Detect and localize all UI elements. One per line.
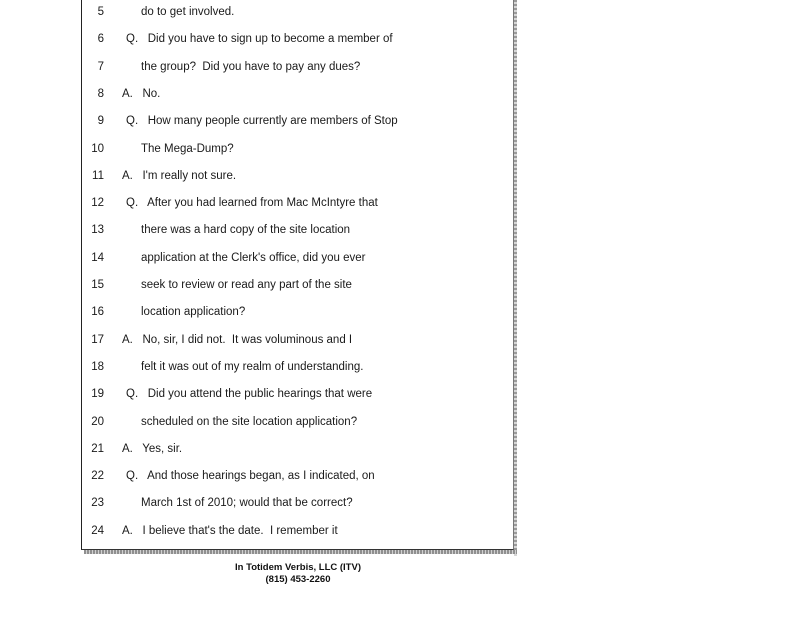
line-number: 8 <box>97 87 104 100</box>
line-number: 6 <box>97 33 104 46</box>
line-text: A. No, sir, I did not. It was voluminous and I <box>122 333 353 346</box>
line-text: March 1st of 2010; would that be correct? <box>141 497 353 510</box>
line-text: A. Yes, sir. <box>122 442 183 455</box>
page-shadow-bottom <box>84 550 517 554</box>
transcript-line <box>0 386 800 402</box>
line-number: 16 <box>91 306 104 319</box>
line-text: seek to review or read any part of the site <box>141 279 352 291</box>
line-number: 7 <box>97 60 104 73</box>
line-number: 15 <box>91 279 104 291</box>
line-number: 22 <box>91 470 104 483</box>
line-number: 13 <box>91 224 104 237</box>
line-text: Q. Did you attend the public hearings that were <box>126 388 373 401</box>
line-text: there was a hard copy of the site location <box>141 224 351 237</box>
transcript-line <box>0 4 800 20</box>
line-number: 9 <box>97 115 104 128</box>
line-number: 5 <box>97 6 104 18</box>
transcript-line <box>0 250 800 266</box>
line-text: the group? Did you have to pay any dues? <box>141 60 361 73</box>
line-text: do to get involved. <box>141 6 235 18</box>
transcript-line <box>0 468 800 484</box>
line-number: 18 <box>91 360 104 373</box>
line-text: A. I'm really not sure. <box>122 169 237 182</box>
transcript-line <box>0 495 800 511</box>
line-number: 19 <box>91 388 104 401</box>
line-text: Q. How many people currently are members of Stop <box>126 115 398 128</box>
line-number: 10 <box>91 142 104 155</box>
transcript-line <box>0 222 800 238</box>
line-text: The Mega-Dump? <box>141 142 234 155</box>
line-number: 14 <box>91 251 104 264</box>
footer-company: In Totidem Verbis, LLC (ITV) <box>235 562 361 573</box>
transcript-line <box>0 332 800 348</box>
line-text: scheduled on the site location application? <box>141 415 358 428</box>
line-number: 20 <box>91 415 104 428</box>
line-text: Q. After you had learned from Mac McIntyre that <box>126 197 378 210</box>
line-text: felt it was out of my realm of understanding. <box>141 360 364 373</box>
transcript-line <box>0 113 800 129</box>
transcript-line <box>0 523 800 539</box>
transcript-line <box>0 168 800 184</box>
line-number: 12 <box>91 197 104 210</box>
line-number: 24 <box>91 524 104 537</box>
transcript-line <box>0 195 800 211</box>
transcript-line <box>0 86 800 102</box>
line-text: A. No. <box>122 87 161 100</box>
transcript-line <box>0 359 800 375</box>
line-number: 23 <box>91 497 104 510</box>
line-number: 21 <box>91 442 104 455</box>
transcript-line <box>0 441 800 457</box>
line-text: location application? <box>141 306 246 319</box>
line-text: A. I believe that's the date. I remember it <box>122 524 338 537</box>
line-text: Q. Did you have to sign up to become a member of <box>126 33 393 46</box>
transcript-line <box>0 414 800 430</box>
line-text: Q. And those hearings began, as I indicated, on <box>126 470 375 483</box>
transcript-line <box>0 59 800 75</box>
line-text: application at the Clerk's office, did you ever <box>141 251 366 264</box>
transcript-line <box>0 31 800 47</box>
line-number: 11 <box>92 169 104 182</box>
transcript-line <box>0 304 800 320</box>
transcript-line <box>0 277 800 293</box>
line-number: 17 <box>91 333 104 346</box>
transcript-line <box>0 141 800 157</box>
footer-phone: (815) 453-2260 <box>265 574 331 585</box>
